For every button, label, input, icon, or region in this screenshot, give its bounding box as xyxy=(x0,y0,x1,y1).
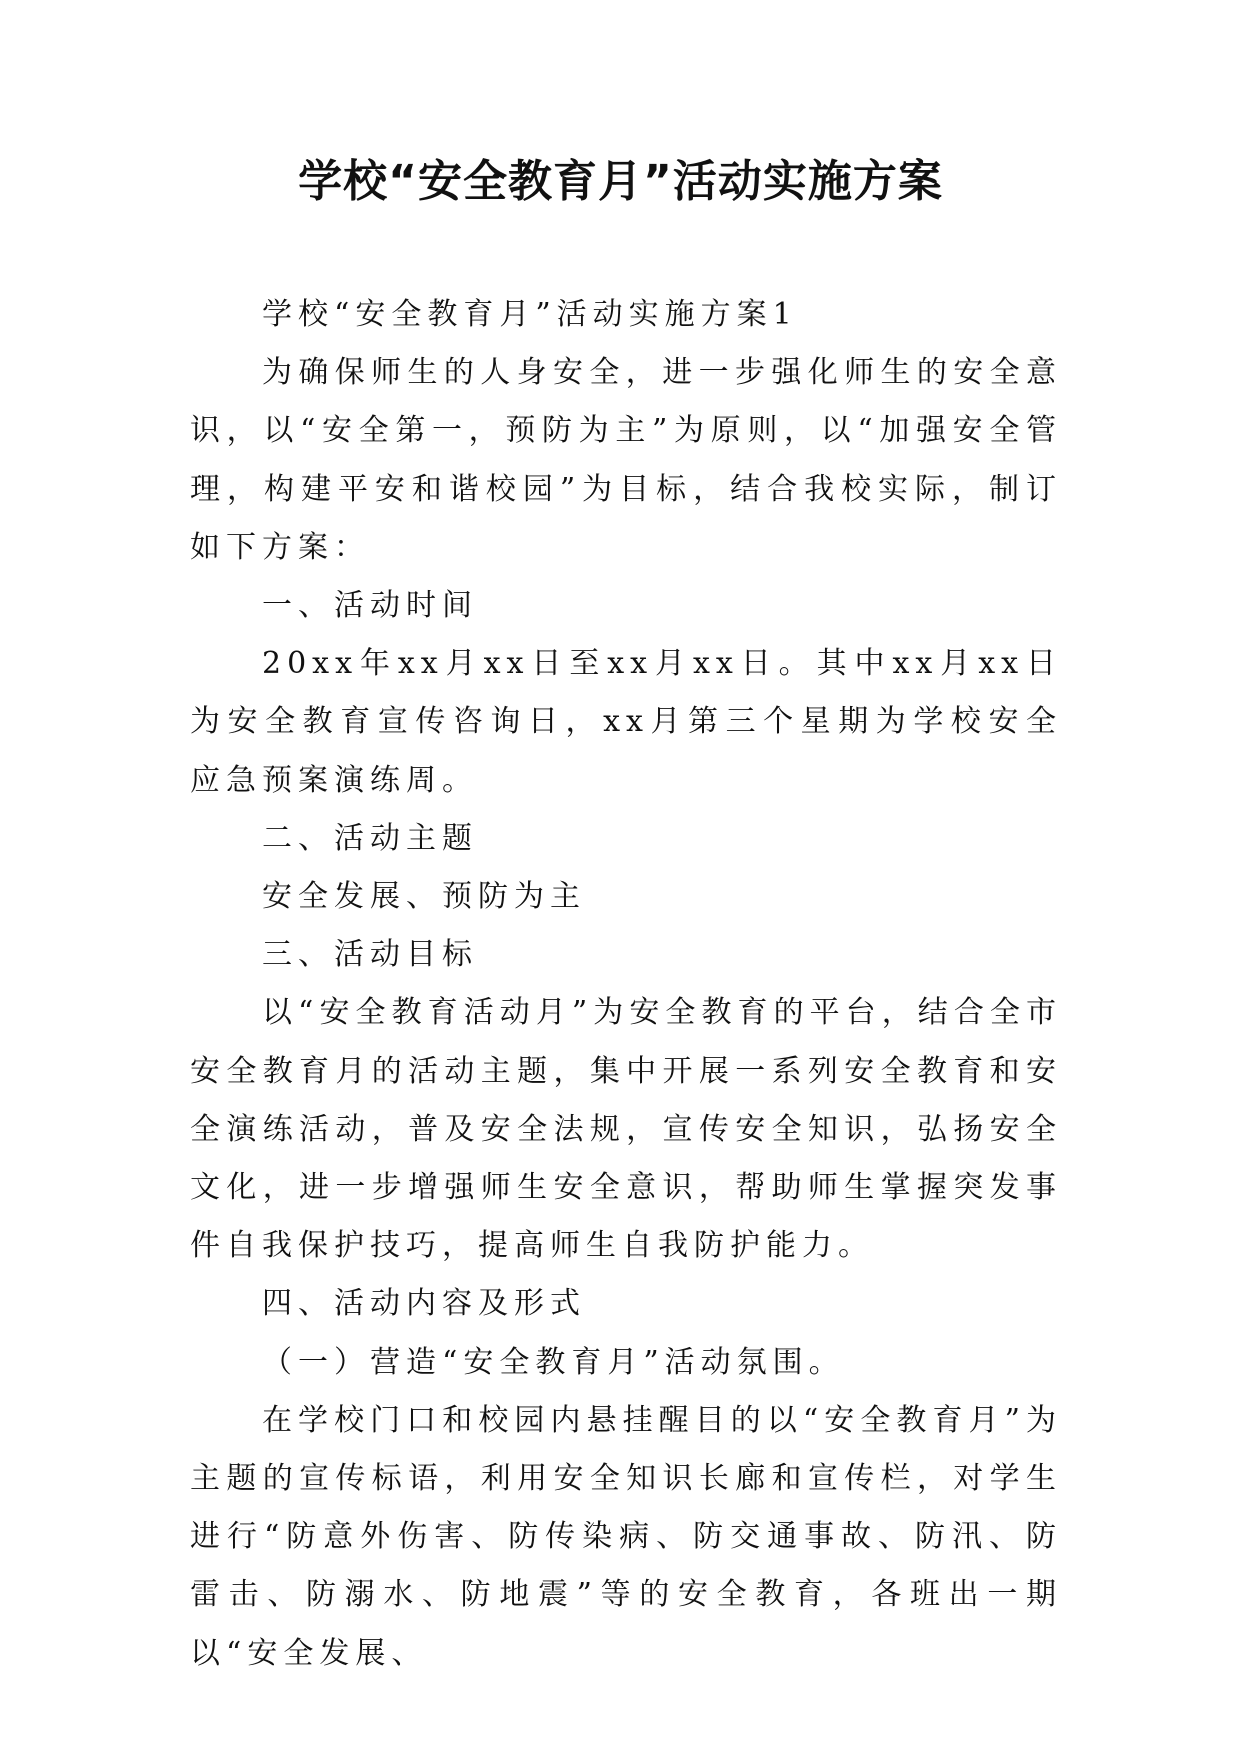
paragraph-atmosphere: 在学校门口和校园内悬挂醒目的以“安全教育月”为主题的宣传标语，利用安全知识长廊和宣传栏，对学生进行“防意外伤害、防传染病、防交通事故、防汛、防雷击、防溺水、防地震”等的安全教育，各班出一期以“安全发展、 xyxy=(190,1402,1062,1671)
section-heading-goal: 三、活动目标 xyxy=(262,937,478,973)
paragraph-time: 20xx年xx月xx日至xx月xx日。其中xx月xx日为安全教育宣传咨询日，xx月第三个星期为学校安全应急预案演练周。 xyxy=(190,646,1062,798)
paragraph-goal: 以“安全教育活动月”为安全教育的平台，结合全市安全教育月的活动主题，集中开展一系列安全教育和安全演练活动，普及安全法规，宣传安全知识，弘扬安全文化，进一步增强师生安全意识，帮助师生掌握突发事件自我保护技巧，提高师生自我防护能力。 xyxy=(190,995,1062,1264)
document-title: 学校“安全教育月”活动实施方案 xyxy=(298,156,943,207)
paragraph-intro: 为确保师生的人身安全，进一步强化师生的安全意识，以“安全第一，预防为主”为原则，以“加强安全管理，构建平安和谐校园”为目标，结合我校实际，制订如下方案： xyxy=(190,355,1062,565)
section-heading-theme: 二、活动主题 xyxy=(262,820,478,856)
paragraph-theme: 安全发展、预防为主 xyxy=(262,879,586,915)
section-heading-content: 四、活动内容及形式 xyxy=(262,1286,586,1322)
subsection-heading-atmosphere: （一）营造“安全教育月”活动氛围。 xyxy=(262,1344,845,1380)
paragraph-subtitle: 学校“安全教育月”活动实施方案1 xyxy=(262,297,798,332)
section-heading-time: 一、活动时间 xyxy=(262,588,478,624)
document-body xyxy=(190,286,1062,1683)
